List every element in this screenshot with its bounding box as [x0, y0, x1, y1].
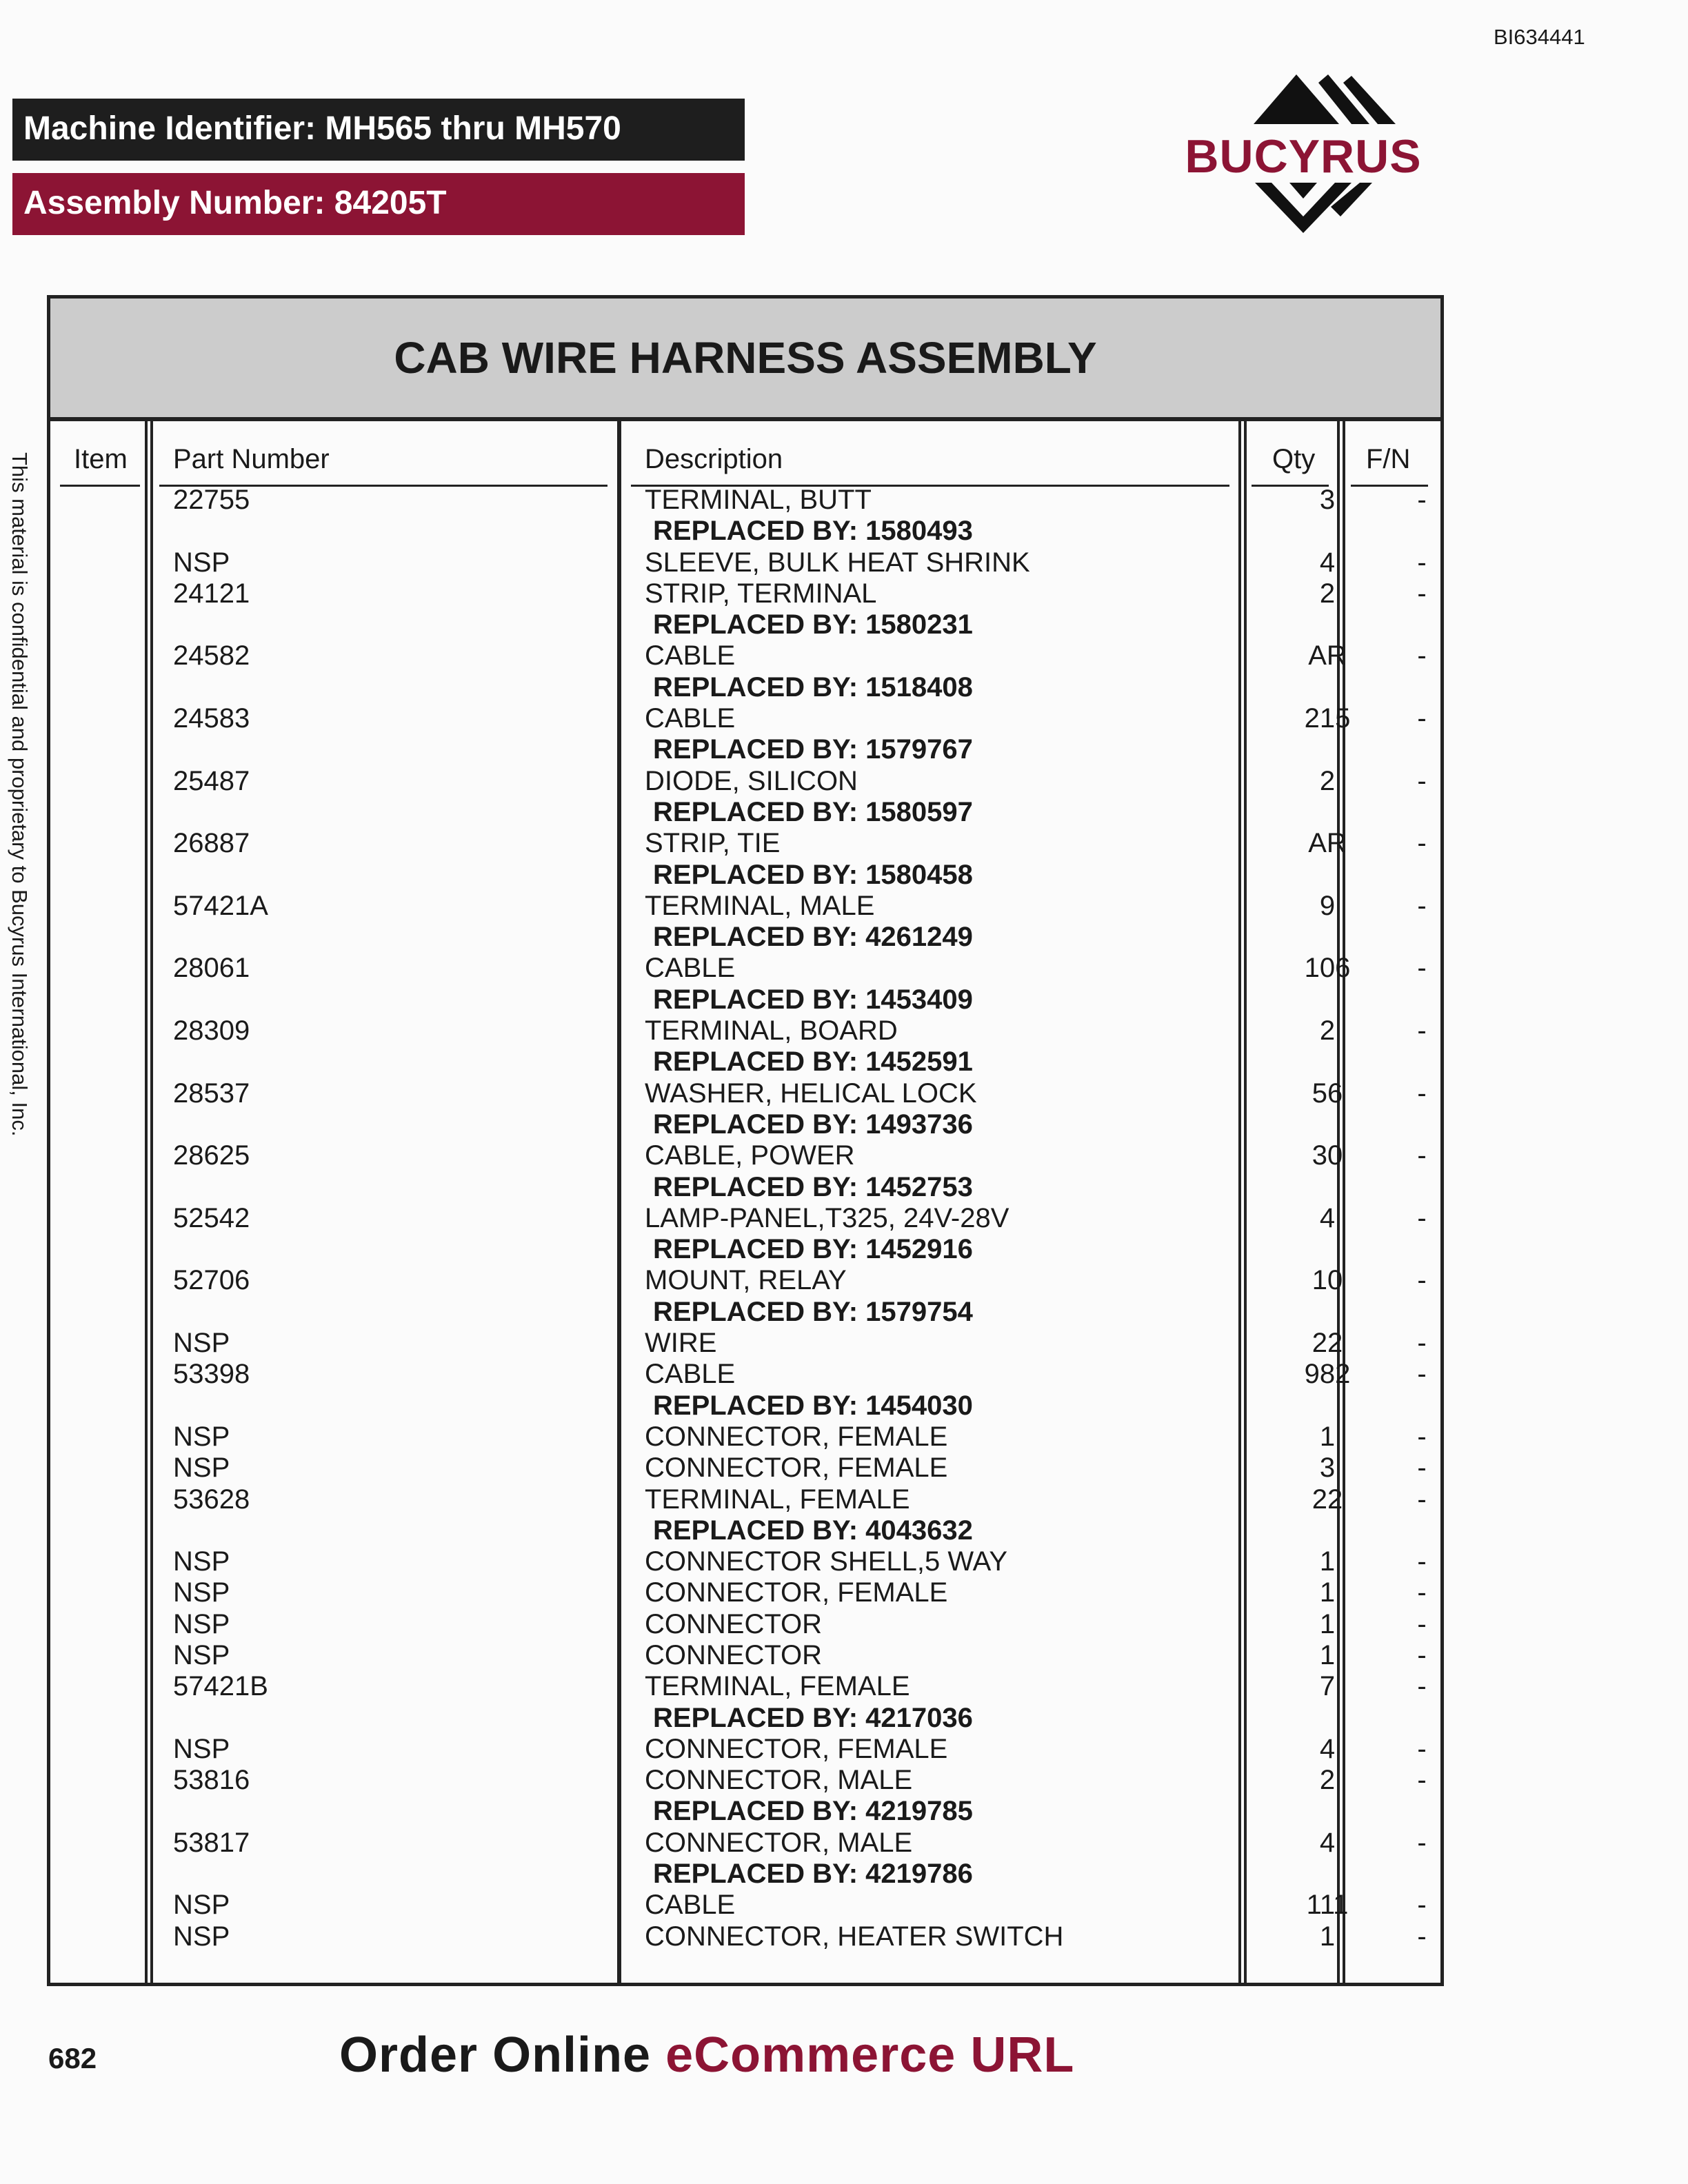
- replacement-row: [50, 1703, 1440, 1734]
- description-cell: CONNECTOR, FEMALE: [645, 1421, 948, 1452]
- description-cell: CONNECTOR, MALE: [645, 1765, 913, 1796]
- part-number-cell: 57421B: [173, 1671, 268, 1702]
- fn-cell: -: [1417, 1202, 1427, 1233]
- bucyrus-logo: [1165, 69, 1441, 241]
- assembly-number-bar: Assembly Number: 84205T: [12, 173, 745, 235]
- fn-cell: -: [1417, 1546, 1427, 1577]
- part-number-cell: 24121: [173, 578, 250, 609]
- fn-cell: -: [1417, 1078, 1427, 1109]
- fn-cell: -: [1417, 1328, 1427, 1359]
- replaced-by-note: REPLACED BY: 1452916: [653, 1234, 973, 1265]
- replacement-row: [50, 1234, 1440, 1265]
- fn-cell: -: [1417, 890, 1427, 921]
- side-note-text: This material is confidential and proprietary to Bucyrus International, Inc.: [8, 452, 32, 1137]
- fn-cell: -: [1417, 703, 1427, 734]
- fn-cell: -: [1417, 578, 1427, 609]
- table-body: [50, 485, 1440, 1952]
- qty-cell: 9: [1319, 890, 1336, 921]
- table-row: [50, 1453, 1440, 1484]
- part-number-cell: NSP: [173, 1328, 230, 1359]
- header-fn: F/N: [1366, 444, 1411, 474]
- part-number-cell: NSP: [173, 1733, 230, 1764]
- fn-cell: -: [1417, 1359, 1427, 1390]
- fn-cell: -: [1417, 485, 1427, 515]
- table-title: CAB WIRE HARNESS ASSEMBLY: [50, 299, 1440, 421]
- description-cell: CONNECTOR, HEATER SWITCH: [645, 1921, 1064, 1952]
- replaced-by-note: REPLACED BY: 4219785: [653, 1796, 973, 1827]
- fn-cell: -: [1417, 1890, 1427, 1921]
- part-number-cell: 28061: [173, 953, 250, 984]
- fn-cell: -: [1417, 765, 1427, 796]
- replacement-row: [50, 1109, 1440, 1140]
- fn-cell: -: [1417, 828, 1427, 859]
- header-item: Item: [74, 444, 128, 474]
- part-number-cell: NSP: [173, 1890, 230, 1921]
- qty-cell: AR: [1308, 640, 1347, 671]
- description-cell: SLEEVE, BULK HEAT SHRINK: [645, 547, 1030, 578]
- table-row: [50, 1765, 1440, 1796]
- description-cell: TERMINAL, MALE: [645, 890, 875, 921]
- qty-cell: 111: [1306, 1890, 1349, 1921]
- table-row: [50, 1265, 1440, 1296]
- fn-cell: -: [1417, 1015, 1427, 1046]
- table-row: [50, 1577, 1440, 1608]
- description-cell: CONNECTOR, FEMALE: [645, 1453, 948, 1484]
- qty-cell: 10: [1312, 1265, 1343, 1296]
- table-row: [50, 1140, 1440, 1171]
- description-cell: CONNECTOR: [645, 1608, 823, 1639]
- table-row: [50, 1203, 1440, 1234]
- replaced-by-note: REPLACED BY: 1580597: [653, 796, 973, 827]
- order-online-banner[interactable]: [339, 2027, 1074, 2083]
- replaced-by-note: REPLACED BY: 4217036: [653, 1702, 973, 1733]
- fn-cell: -: [1417, 547, 1427, 578]
- replacement-row: [50, 1515, 1440, 1546]
- replaced-by-note: REPLACED BY: 4043632: [653, 1515, 973, 1546]
- description-cell: STRIP, TIE: [645, 828, 781, 859]
- fn-cell: -: [1417, 1608, 1427, 1639]
- description-cell: STRIP, TERMINAL: [645, 578, 877, 609]
- fn-cell: -: [1417, 1140, 1427, 1171]
- part-number-cell: 57421A: [173, 890, 268, 921]
- replaced-by-note: REPLACED BY: 1580458: [653, 859, 973, 890]
- qty-cell: 22: [1312, 1484, 1343, 1515]
- table-row: [50, 1828, 1440, 1859]
- replaced-by-note: REPLACED BY: 1452591: [653, 1046, 973, 1078]
- description-cell: CABLE: [645, 640, 736, 671]
- brand-wordmark: BUCYRUS: [1185, 130, 1422, 183]
- parts-table: [47, 295, 1444, 1986]
- table-row: [50, 1671, 1440, 1702]
- replaced-by-note: REPLACED BY: 1580493: [653, 516, 973, 547]
- table-row: [50, 547, 1440, 578]
- replacement-row: [50, 1859, 1440, 1890]
- table-row: [50, 1734, 1440, 1765]
- replacement-row: [50, 1796, 1440, 1827]
- qty-cell: 1: [1319, 1608, 1336, 1639]
- qty-cell: 30: [1312, 1140, 1343, 1171]
- replaced-by-note: REPLACED BY: 4219786: [653, 1859, 973, 1890]
- replaced-by-note: REPLACED BY: 1454030: [653, 1390, 973, 1421]
- qty-cell: 7: [1319, 1671, 1336, 1702]
- part-number-cell: NSP: [173, 1546, 230, 1577]
- part-number-cell: NSP: [173, 1453, 230, 1484]
- part-number-cell: 25487: [173, 765, 250, 796]
- replaced-by-note: REPLACED BY: 1452753: [653, 1171, 973, 1202]
- header-qty: Qty: [1272, 444, 1316, 474]
- part-number-cell: 26887: [173, 828, 250, 859]
- replacement-row: [50, 1391, 1440, 1422]
- fn-cell: -: [1417, 953, 1427, 984]
- replacement-row: [50, 984, 1440, 1015]
- table-row: [50, 828, 1440, 859]
- fn-cell: -: [1417, 1733, 1427, 1764]
- table-row: [50, 703, 1440, 734]
- replaced-by-note: REPLACED BY: 1579754: [653, 1296, 973, 1327]
- description-cell: TERMINAL, FEMALE: [645, 1484, 910, 1515]
- replacement-row: [50, 1297, 1440, 1328]
- order-online-text: Order Online: [339, 2028, 652, 2083]
- confidentiality-note: [6, 452, 33, 1293]
- table-row: [50, 1609, 1440, 1640]
- table-row: [50, 1484, 1440, 1515]
- description-cell: TERMINAL, BUTT: [645, 485, 872, 515]
- replacement-row: [50, 734, 1440, 765]
- replacement-row: [50, 516, 1440, 547]
- part-number-cell: 28309: [173, 1015, 250, 1046]
- description-cell: WASHER, HELICAL LOCK: [645, 1078, 977, 1109]
- fn-cell: -: [1417, 1265, 1427, 1296]
- table-row: [50, 953, 1440, 984]
- qty-cell: 22: [1312, 1328, 1343, 1359]
- replacement-row: [50, 609, 1440, 640]
- table-row: [50, 1640, 1440, 1671]
- fn-cell: -: [1417, 1421, 1427, 1452]
- table-row: [50, 1078, 1440, 1109]
- table-row: [50, 1921, 1440, 1952]
- part-number-cell: 53817: [173, 1827, 250, 1858]
- replacement-row: [50, 1046, 1440, 1078]
- table-row: [50, 1890, 1440, 1921]
- fn-cell: -: [1417, 1577, 1427, 1608]
- part-number-cell: 53816: [173, 1765, 250, 1796]
- part-number-cell: 28625: [173, 1140, 250, 1171]
- description-cell: CABLE: [645, 1890, 736, 1921]
- qty-cell: 2: [1319, 765, 1336, 796]
- table-row: [50, 485, 1440, 516]
- fn-cell: -: [1417, 640, 1427, 671]
- qty-cell: 4: [1319, 1202, 1336, 1233]
- qty-cell: 1: [1319, 1921, 1336, 1952]
- qty-cell: 215: [1304, 703, 1351, 734]
- qty-cell: 982: [1304, 1359, 1351, 1390]
- document-id: BI634441: [1494, 25, 1585, 49]
- qty-cell: 3: [1319, 1453, 1336, 1484]
- description-cell: MOUNT, RELAY: [645, 1265, 847, 1296]
- part-number-cell: NSP: [173, 1421, 230, 1452]
- table-row: [50, 1546, 1440, 1577]
- qty-cell: 1: [1319, 1421, 1336, 1452]
- table-row: [50, 1015, 1440, 1046]
- fn-cell: -: [1417, 1484, 1427, 1515]
- part-number-cell: 24583: [173, 703, 250, 734]
- part-number-cell: 24582: [173, 640, 250, 671]
- machine-identifier-bar: Machine Identifier: MH565 thru MH570: [12, 99, 745, 161]
- page-number: 682: [48, 2042, 97, 2074]
- replacement-row: [50, 797, 1440, 828]
- fn-cell: -: [1417, 1639, 1427, 1670]
- fn-cell: -: [1417, 1921, 1427, 1952]
- description-cell: TERMINAL, FEMALE: [645, 1671, 910, 1702]
- description-cell: DIODE, SILICON: [645, 765, 858, 796]
- replacement-row: [50, 1172, 1440, 1203]
- replacement-row: [50, 860, 1440, 891]
- table-row: [50, 640, 1440, 671]
- part-number-cell: NSP: [173, 1639, 230, 1670]
- qty-cell: 1: [1319, 1639, 1336, 1670]
- header-description: Description: [645, 444, 783, 474]
- description-cell: CONNECTOR, MALE: [645, 1827, 913, 1858]
- description-cell: CABLE, POWER: [645, 1140, 855, 1171]
- part-number-cell: 52542: [173, 1202, 250, 1233]
- description-cell: CONNECTOR, FEMALE: [645, 1733, 948, 1764]
- fn-cell: -: [1417, 1827, 1427, 1858]
- description-cell: CONNECTOR, FEMALE: [645, 1577, 948, 1608]
- fn-cell: -: [1417, 1671, 1427, 1702]
- fn-cell: -: [1417, 1453, 1427, 1484]
- replacement-row: [50, 672, 1440, 703]
- qty-cell: 4: [1319, 1733, 1336, 1764]
- table-row: [50, 891, 1440, 922]
- qty-cell: AR: [1308, 828, 1347, 859]
- part-number-cell: 28537: [173, 1078, 250, 1109]
- qty-cell: 1: [1319, 1546, 1336, 1577]
- description-cell: TERMINAL, BOARD: [645, 1015, 898, 1046]
- table-row: [50, 1359, 1440, 1390]
- part-number-cell: NSP: [173, 1608, 230, 1639]
- qty-cell: 1: [1319, 1577, 1336, 1608]
- description-cell: CABLE: [645, 953, 736, 984]
- description-cell: CABLE: [645, 703, 736, 734]
- table-row: [50, 766, 1440, 797]
- description-cell: CONNECTOR: [645, 1639, 823, 1670]
- description-cell: CABLE: [645, 1359, 736, 1390]
- qty-cell: 2: [1319, 1765, 1336, 1796]
- qty-cell: 2: [1319, 1015, 1336, 1046]
- replaced-by-note: REPLACED BY: 1453409: [653, 984, 973, 1015]
- description-cell: CONNECTOR SHELL,5 WAY: [645, 1546, 1008, 1577]
- part-number-cell: 53628: [173, 1484, 250, 1515]
- replaced-by-note: REPLACED BY: 1579767: [653, 734, 973, 765]
- replaced-by-note: REPLACED BY: 4261249: [653, 922, 973, 953]
- replaced-by-note: REPLACED BY: 1493736: [653, 1109, 973, 1140]
- qty-cell: 4: [1319, 1827, 1336, 1858]
- table-row: [50, 578, 1440, 609]
- part-number-cell: NSP: [173, 1921, 230, 1952]
- description-cell: LAMP-PANEL,T325, 24V-28V: [645, 1202, 1009, 1233]
- part-number-cell: 53398: [173, 1359, 250, 1390]
- table-row: [50, 1328, 1440, 1359]
- qty-cell: 56: [1312, 1078, 1343, 1109]
- table-row: [50, 1422, 1440, 1453]
- description-cell: WIRE: [645, 1328, 717, 1359]
- qty-cell: 3: [1319, 485, 1336, 515]
- header-part-number: Part Number: [173, 444, 330, 474]
- part-number-cell: 52706: [173, 1265, 250, 1296]
- part-number-cell: NSP: [173, 547, 230, 578]
- qty-cell: 4: [1319, 547, 1336, 578]
- part-number-cell: NSP: [173, 1577, 230, 1608]
- fn-cell: -: [1417, 1765, 1427, 1796]
- part-number-cell: 22755: [173, 485, 250, 515]
- replacement-row: [50, 922, 1440, 953]
- qty-cell: 2: [1319, 578, 1336, 609]
- qty-cell: 106: [1304, 953, 1351, 984]
- replaced-by-note: REPLACED BY: 1580231: [653, 609, 973, 640]
- replaced-by-note: REPLACED BY: 1518408: [653, 671, 973, 702]
- ecommerce-link[interactable]: eCommerce URL: [665, 2028, 1075, 2083]
